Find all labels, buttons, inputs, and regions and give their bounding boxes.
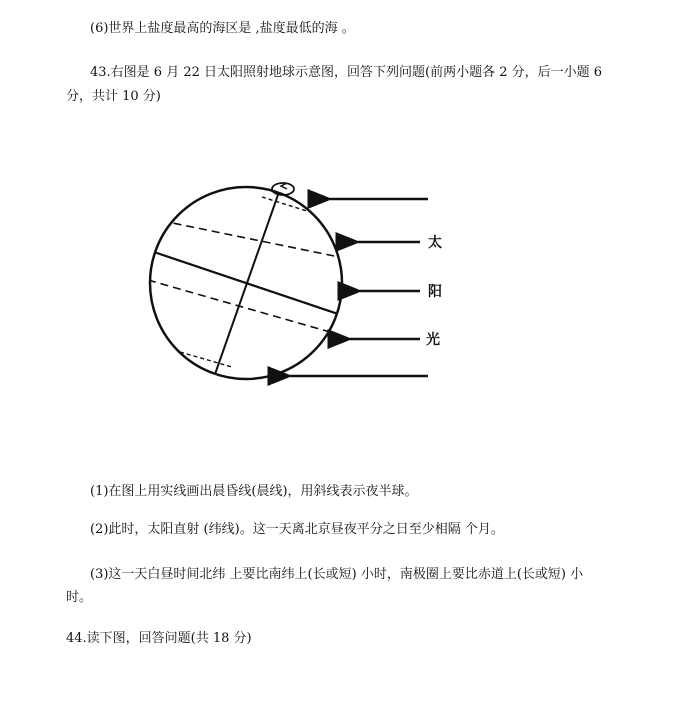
earth-axis bbox=[214, 192, 279, 377]
question-43-intro-line1: 43.右图是 6 月 22 日太阳照射地球示意图，回答下列问题(前两小题各 2 分，后一小题 6 bbox=[90, 65, 603, 80]
equator-line bbox=[148, 250, 344, 316]
sun-label-yang: 阳 bbox=[428, 284, 442, 300]
question-43-sub3-line1: (3)这一天白昼时间北纬 上要比南纬上(长或短) 小时，南极圈上要比赤道上(长或短) 小 bbox=[90, 567, 584, 582]
question-43-intro-line2: 分，共计 10 分) bbox=[66, 89, 161, 104]
sun-label-tai: 太 bbox=[428, 235, 442, 251]
tropic-north-line bbox=[148, 218, 344, 258]
question-6-text: (6)世界上盐度最高的海区是 ,盐度最低的海 。 bbox=[90, 21, 355, 36]
question-44-text: 44.读下图，回答问题(共 18 分) bbox=[66, 631, 252, 646]
question-43-sub3-line2: 时。 bbox=[66, 590, 93, 605]
sun-label-guang: 光 bbox=[426, 332, 440, 348]
question-43-sub1: (1)在图上用实线画出晨昏线(晨线)，用斜线表示夜半球。 bbox=[90, 484, 418, 499]
question-43-sub2: (2)此时，太阳直射 (纬线)。这一天离北京昼夜平分之日至少相隔 个月。 bbox=[90, 522, 504, 537]
